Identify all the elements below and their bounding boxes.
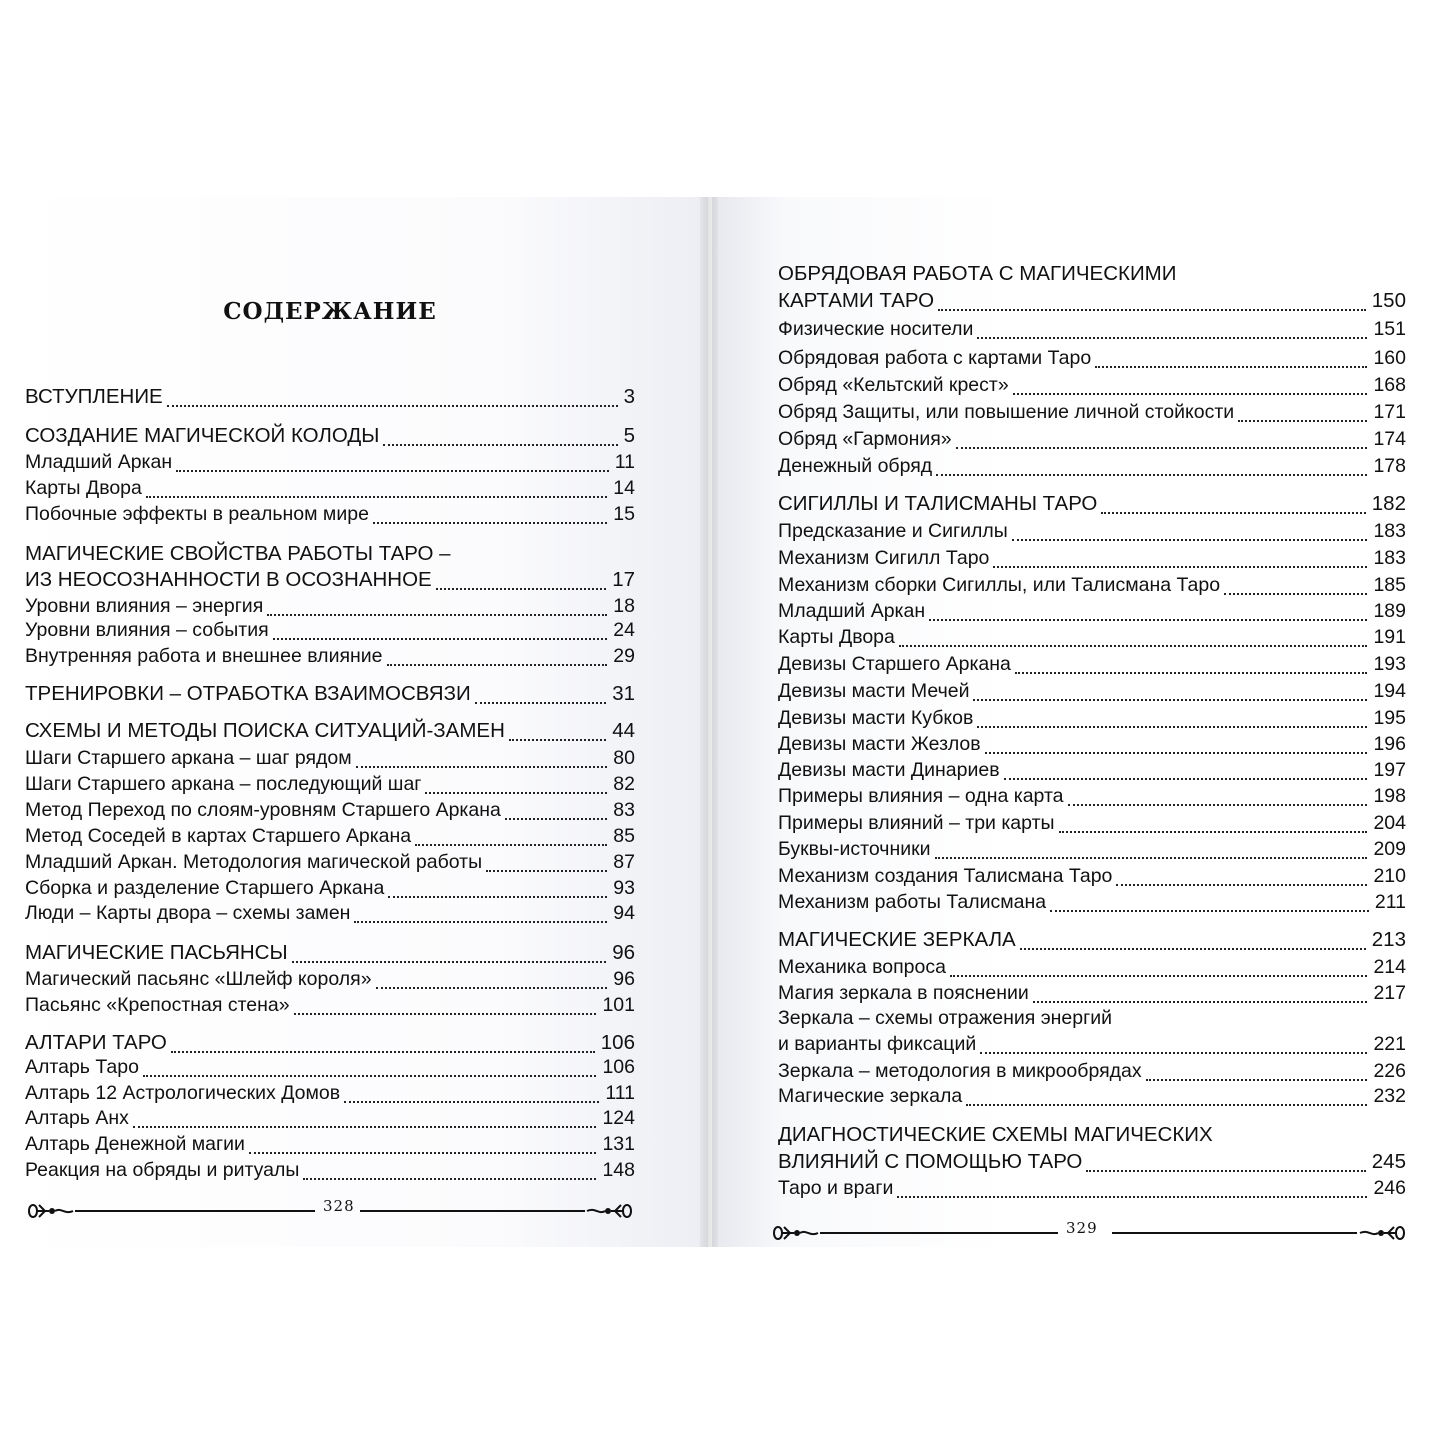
toc-entry-page: 183 xyxy=(1373,547,1406,569)
dot-leader xyxy=(505,818,607,820)
toc-entry-page: 174 xyxy=(1373,428,1406,450)
toc-entry-page: 204 xyxy=(1373,812,1406,834)
dot-leader xyxy=(171,1051,595,1053)
toc-entry-title: Побочные эффекты в реальном мире xyxy=(25,503,369,525)
toc-entry-page: 111 xyxy=(605,1082,635,1104)
toc-entry-page: 5 xyxy=(623,424,635,447)
toc-entry-page: 182 xyxy=(1371,492,1406,515)
toc-entry xyxy=(778,651,1406,677)
toc-entry-title: Сборка и разделение Старшего Аркана xyxy=(25,877,385,899)
toc-entry-page: 148 xyxy=(602,1159,635,1181)
toc-entry xyxy=(25,823,635,849)
toc-entry xyxy=(778,1058,1406,1084)
toc-entry-title: Девизы масти Динариев xyxy=(778,759,1000,781)
toc-entry-page: 14 xyxy=(613,477,635,499)
toc-entry-page: 209 xyxy=(1373,838,1406,860)
dot-leader xyxy=(1015,672,1368,674)
toc-entry-page: 11 xyxy=(614,451,635,473)
dot-leader xyxy=(425,792,607,794)
toc-entry xyxy=(25,475,635,501)
toc-entry xyxy=(778,927,1406,953)
toc-entry xyxy=(778,889,1406,915)
dot-leader xyxy=(1004,778,1368,780)
dot-leader xyxy=(950,975,1367,977)
dot-leader xyxy=(935,857,1368,859)
toc-entry xyxy=(25,617,635,643)
dot-leader xyxy=(938,309,1366,311)
toc-entry-title: Алтарь Денежной магии xyxy=(25,1133,245,1155)
toc-entry-page: 106 xyxy=(602,1056,635,1078)
dot-leader xyxy=(985,752,1368,754)
toc-entry-title: Механика вопроса xyxy=(778,956,946,978)
toc-entry-title: Буквы-источники xyxy=(778,838,931,860)
toc-entry xyxy=(778,372,1406,398)
toc-entry-title: Пасьянс «Крепостная стена» xyxy=(25,994,290,1016)
toc-entry xyxy=(778,572,1406,598)
toc-entry-title: Метод Переход по слоям-уровням Старшего Аркана xyxy=(25,799,501,821)
dot-leader xyxy=(373,522,607,524)
toc-entry-title: Обряд Защиты, или повышение личной стойкости xyxy=(778,401,1235,423)
right-page-number: 329 xyxy=(1066,1219,1098,1237)
toc-entry-title: Девизы масти Жезлов xyxy=(778,733,981,755)
dot-leader xyxy=(475,702,607,704)
toc-entry-title: СИГИЛЛЫ И ТАЛИСМАНЫ ТАРО xyxy=(778,492,1098,515)
toc-entry xyxy=(25,849,635,875)
toc-entry-title: ВЛИЯНИЙ С ПОМОЩЬЮ ТАРО xyxy=(778,1150,1083,1173)
toc-entry xyxy=(25,423,635,449)
toc-entry xyxy=(25,992,635,1018)
dot-leader xyxy=(1224,593,1367,595)
toc-entry-page: 211 xyxy=(1374,891,1406,913)
toc-entry-page: 124 xyxy=(602,1107,635,1129)
left-page-number: 328 xyxy=(323,1197,355,1215)
toc-entry-page: 18 xyxy=(613,595,635,617)
toc-entry-page: 226 xyxy=(1373,1060,1406,1082)
toc-entry-page: 189 xyxy=(1373,600,1406,622)
toc-entry xyxy=(778,1149,1406,1175)
dot-leader xyxy=(146,496,607,498)
toc-entry xyxy=(778,598,1406,624)
toc-entry-page: 194 xyxy=(1373,680,1406,702)
dot-leader xyxy=(1013,393,1368,395)
toc-entry xyxy=(778,399,1406,425)
toc-entry xyxy=(25,593,635,619)
toc-entry-page: 131 xyxy=(602,1133,635,1155)
toc-entry-title: и варианты фиксаций xyxy=(778,1033,977,1055)
toc-entry-page: 85 xyxy=(613,825,635,847)
toc-entry-title: Магические зеркала xyxy=(778,1085,963,1107)
toc-entry-title: СОЗДАНИЕ МАГИЧЕСКОЙ КОЛОДЫ xyxy=(25,424,380,447)
toc-entry-page: 82 xyxy=(613,773,635,795)
toc-entry xyxy=(778,491,1406,517)
toc-entry xyxy=(778,954,1406,980)
toc-entry-page: 197 xyxy=(1373,759,1406,781)
toc-entry-title: Денежный обряд xyxy=(778,455,933,477)
dot-leader xyxy=(388,896,607,898)
toc-entry-title: АЛТАРИ ТАРО xyxy=(25,1031,167,1054)
dot-leader xyxy=(344,1101,599,1103)
toc-entry-heading: Зеркала – схемы отражения энергий xyxy=(778,1007,1113,1029)
dot-leader xyxy=(292,961,607,963)
toc-entry-title: Обряд «Гармония» xyxy=(778,428,952,450)
toc-entry-title: ТРЕНИРОВКИ – ОТРАБОТКА ВЗАИМОСВЯЗИ xyxy=(25,682,471,705)
toc-entry xyxy=(778,345,1406,371)
dot-leader xyxy=(249,1152,597,1154)
toc-entry-title: Механизм Сигилл Таро xyxy=(778,547,990,569)
toc-entry-title: Младший Аркан xyxy=(778,600,926,622)
toc-entry-page: 151 xyxy=(1373,318,1406,340)
toc-entry-page: 214 xyxy=(1373,956,1406,978)
right-footer xyxy=(770,1219,1410,1249)
toc-entry-page: 183 xyxy=(1373,520,1406,542)
dot-leader xyxy=(133,1126,597,1128)
toc-entry-page: 185 xyxy=(1373,574,1406,596)
toc-entry-title: Механизм работы Талисмана xyxy=(778,891,1047,913)
toc-entry xyxy=(778,518,1406,544)
dot-leader xyxy=(897,1196,1367,1198)
dot-leader xyxy=(273,638,608,640)
dot-leader xyxy=(1020,948,1366,950)
toc-entry-page: 245 xyxy=(1371,1150,1406,1173)
toc-entry-title: Примеры влияний – три карты xyxy=(778,812,1055,834)
toc-entry-page: 96 xyxy=(613,968,635,990)
dot-leader xyxy=(1059,831,1368,833)
toc-entry-title: Таро и враги xyxy=(778,1177,894,1199)
toc-entry xyxy=(778,836,1406,862)
toc-entry xyxy=(778,453,1406,479)
toc-entry xyxy=(778,624,1406,650)
toc-entry-title: СХЕМЫ И МЕТОДЫ ПОИСКА СИТУАЦИЙ-ЗАМЕН xyxy=(25,719,505,742)
toc-entry-title: Обряд «Кельтский крест» xyxy=(778,374,1009,396)
toc-entry-page: 195 xyxy=(1373,707,1406,729)
dot-leader xyxy=(977,726,1367,728)
toc-entry-page: 217 xyxy=(1373,982,1406,1004)
toc-entry-title: Карты Двора xyxy=(778,626,895,648)
toc-entry-page: 150 xyxy=(1371,289,1406,312)
dot-leader xyxy=(267,614,607,616)
dot-leader xyxy=(1101,512,1365,514)
dot-leader xyxy=(376,987,608,989)
toc-entry xyxy=(25,681,635,707)
toc-entry-title: Уровни влияния – энергия xyxy=(25,595,264,617)
toc-entry xyxy=(25,1030,635,1056)
toc-entry-page: 191 xyxy=(1373,626,1406,648)
toc-entry-title: Алтарь Анх xyxy=(25,1107,129,1129)
toc-entry-title: Младший Аркан. Методология магической работы xyxy=(25,851,483,873)
dot-leader xyxy=(1086,1170,1365,1172)
toc-entry-title: Шаги Старшего аркана – последующий шаг xyxy=(25,773,422,795)
toc-entry-heading: МАГИЧЕСКИЕ СВОЙСТВА РАБОТЫ ТАРО – xyxy=(25,542,451,565)
toc-entry-title: МАГИЧЕСКИЕ ЗЕРКАЛА xyxy=(778,928,1016,951)
toc-entry-title: Девизы Старшего Аркана xyxy=(778,653,1011,675)
toc-entry xyxy=(778,316,1406,342)
toc-entry xyxy=(778,426,1406,452)
toc-entry-page: 171 xyxy=(1373,401,1406,423)
toc-entry-page: 83 xyxy=(613,799,635,821)
right-ornament-icon xyxy=(1358,1219,1408,1247)
toc-entry xyxy=(25,384,635,410)
toc-entry-page: 232 xyxy=(1373,1085,1406,1107)
dot-leader xyxy=(980,1052,1367,1054)
dot-leader xyxy=(1238,420,1367,422)
dot-leader xyxy=(899,645,1368,647)
toc-entry-title: Уровни влияния – события xyxy=(25,619,269,641)
toc-entry-page: 15 xyxy=(613,503,635,525)
right-ornament-icon xyxy=(585,1197,635,1225)
dot-leader xyxy=(415,844,607,846)
dot-leader xyxy=(1116,884,1367,886)
toc-entry-page: 93 xyxy=(613,877,635,899)
toc-entry xyxy=(25,501,635,527)
toc-entry-page: 3 xyxy=(623,385,635,408)
toc-entry xyxy=(25,1131,635,1157)
dot-leader xyxy=(486,870,607,872)
toc-entry xyxy=(778,980,1406,1006)
toc-entry xyxy=(778,1083,1406,1109)
toc-entry-title: Младший Аркан xyxy=(25,451,173,473)
dot-leader xyxy=(993,566,1367,568)
toc-entry-title: Алтарь Таро xyxy=(25,1056,139,1078)
toc-entry-page: 160 xyxy=(1373,347,1406,369)
toc-entry xyxy=(778,863,1406,889)
toc-entry-page: 210 xyxy=(1373,865,1406,887)
toc-entry-page: 178 xyxy=(1373,455,1406,477)
dot-leader xyxy=(436,588,606,590)
toc-entry-page: 17 xyxy=(612,568,635,591)
toc-entry-page: 29 xyxy=(613,645,635,667)
toc-entry-page: 196 xyxy=(1373,733,1406,755)
toc-entry-page: 221 xyxy=(1373,1033,1406,1055)
toc-entry-title: Девизы масти Кубков xyxy=(778,707,974,729)
toc-entry-page: 198 xyxy=(1373,785,1406,807)
toc-entry xyxy=(25,745,635,771)
toc-entry xyxy=(778,731,1406,757)
toc-entry-title: Карты Двора xyxy=(25,477,142,499)
dot-leader xyxy=(354,921,607,923)
dot-leader xyxy=(509,739,606,741)
dot-leader xyxy=(1146,1079,1368,1081)
toc-entry-page: 44 xyxy=(612,719,635,742)
dot-leader xyxy=(1068,804,1368,806)
toc-entry xyxy=(25,449,635,475)
toc-entry xyxy=(25,875,635,901)
toc-entry-title: Реакция на обряды и ритуалы xyxy=(25,1159,300,1181)
toc-entry xyxy=(25,900,635,926)
toc-entry-heading: ДИАГНОСТИЧЕСКИЕ СХЕМЫ МАГИЧЕСКИХ xyxy=(778,1123,1213,1146)
toc-entry xyxy=(25,940,635,966)
dot-leader xyxy=(1095,366,1367,368)
toc-entry xyxy=(25,567,635,593)
toc-entry-title: Метод Соседей в картах Старшего Аркана xyxy=(25,825,412,847)
toc-entry-title: Механизм сборки Сигиллы, или Талисмана Таро xyxy=(778,574,1221,596)
toc-entry-page: 80 xyxy=(613,747,635,769)
toc-entry-page: 24 xyxy=(613,619,635,641)
toc-entry-page: 246 xyxy=(1373,1177,1406,1199)
toc-entry-title: Зеркала – методология в микрообрядах xyxy=(778,1060,1142,1082)
toc-entry-page: 193 xyxy=(1373,653,1406,675)
dot-leader xyxy=(143,1075,597,1077)
toc-entry-title: ИЗ НЕОСОЗНАННОСТИ В ОСОЗНАННОЕ xyxy=(25,568,432,591)
toc-entry xyxy=(778,783,1406,809)
toc-entry xyxy=(25,1080,635,1106)
toc-entry xyxy=(778,545,1406,571)
toc-entry-title: Магический пасьянс «Шлейф короля» xyxy=(25,968,372,990)
toc-entry-title: Шаги Старшего аркана – шаг рядом xyxy=(25,747,352,769)
toc-entry-page: 106 xyxy=(600,1031,635,1054)
toc-entry-page: 94 xyxy=(613,902,635,924)
toc-entry xyxy=(25,797,635,823)
toc-entry-title: Предсказание и Сигиллы xyxy=(778,520,1008,542)
toc-entry-title: Магия зеркала в пояснении xyxy=(778,982,1029,1004)
dot-leader xyxy=(356,766,608,768)
dot-leader xyxy=(167,405,618,407)
toc-entry-page: 31 xyxy=(612,682,635,705)
toc-entry-title: Алтарь 12 Астрологических Домов xyxy=(25,1082,341,1104)
toc-entry xyxy=(25,1157,635,1183)
toc-entry xyxy=(778,1031,1406,1057)
toc-entry xyxy=(778,810,1406,836)
toc-title: СОДЕРЖАНИЕ xyxy=(223,298,437,325)
dot-leader xyxy=(929,619,1367,621)
toc-entry-title: Примеры влияния – одна карта xyxy=(778,785,1064,807)
dot-leader xyxy=(977,337,1367,339)
toc-entry xyxy=(25,1105,635,1131)
toc-entry xyxy=(25,718,635,744)
toc-entry-title: Девизы масти Мечей xyxy=(778,680,970,702)
left-ornament-icon xyxy=(25,1197,75,1225)
toc-entry-page: 96 xyxy=(612,941,635,964)
dot-leader xyxy=(966,1104,1367,1106)
dot-leader xyxy=(176,470,609,472)
dot-leader xyxy=(956,447,1368,449)
toc-entry-title: КАРТАМИ ТАРО xyxy=(778,289,935,312)
toc-entry xyxy=(25,1054,635,1080)
dot-leader xyxy=(387,664,608,666)
dot-leader xyxy=(294,1013,597,1015)
toc-entry-page: 101 xyxy=(602,994,635,1016)
toc-entry-page: 87 xyxy=(613,851,635,873)
toc-entry xyxy=(25,771,635,797)
dot-leader xyxy=(303,1178,596,1180)
dot-leader xyxy=(1012,539,1368,541)
toc-entry xyxy=(778,1175,1406,1201)
dot-leader xyxy=(1033,1001,1368,1003)
toc-entry-heading: ОБРЯДОВАЯ РАБОТА С МАГИЧЕСКИМИ xyxy=(778,262,1177,285)
book-gutter xyxy=(700,197,718,1247)
toc-entry xyxy=(25,966,635,992)
toc-entry xyxy=(778,757,1406,783)
toc-entry xyxy=(778,288,1406,314)
dot-leader xyxy=(936,474,1367,476)
toc-entry-title: ВСТУПЛЕНИЕ xyxy=(25,385,163,408)
toc-entry-page: 168 xyxy=(1373,374,1406,396)
toc-entry-title: Внутренняя работа и внешнее влияние xyxy=(25,645,383,667)
left-ornament-icon xyxy=(770,1219,820,1247)
toc-entry-title: Люди – Карты двора – схемы замен xyxy=(25,902,351,924)
toc-entry-title: МАГИЧЕСКИЕ ПАСЬЯНСЫ xyxy=(25,941,288,964)
toc-entry-title: Физические носители xyxy=(778,318,974,340)
dot-leader xyxy=(1050,910,1369,912)
toc-entry-title: Обрядовая работа с картами Таро xyxy=(778,347,1092,369)
toc-entry xyxy=(778,678,1406,704)
toc-entry-page: 213 xyxy=(1371,928,1406,951)
dot-leader xyxy=(383,444,617,446)
toc-entry-title: Механизм создания Талисмана Таро xyxy=(778,865,1113,887)
dot-leader xyxy=(973,699,1367,701)
toc-entry xyxy=(778,705,1406,731)
left-footer xyxy=(25,1197,635,1227)
toc-entry xyxy=(25,643,635,669)
